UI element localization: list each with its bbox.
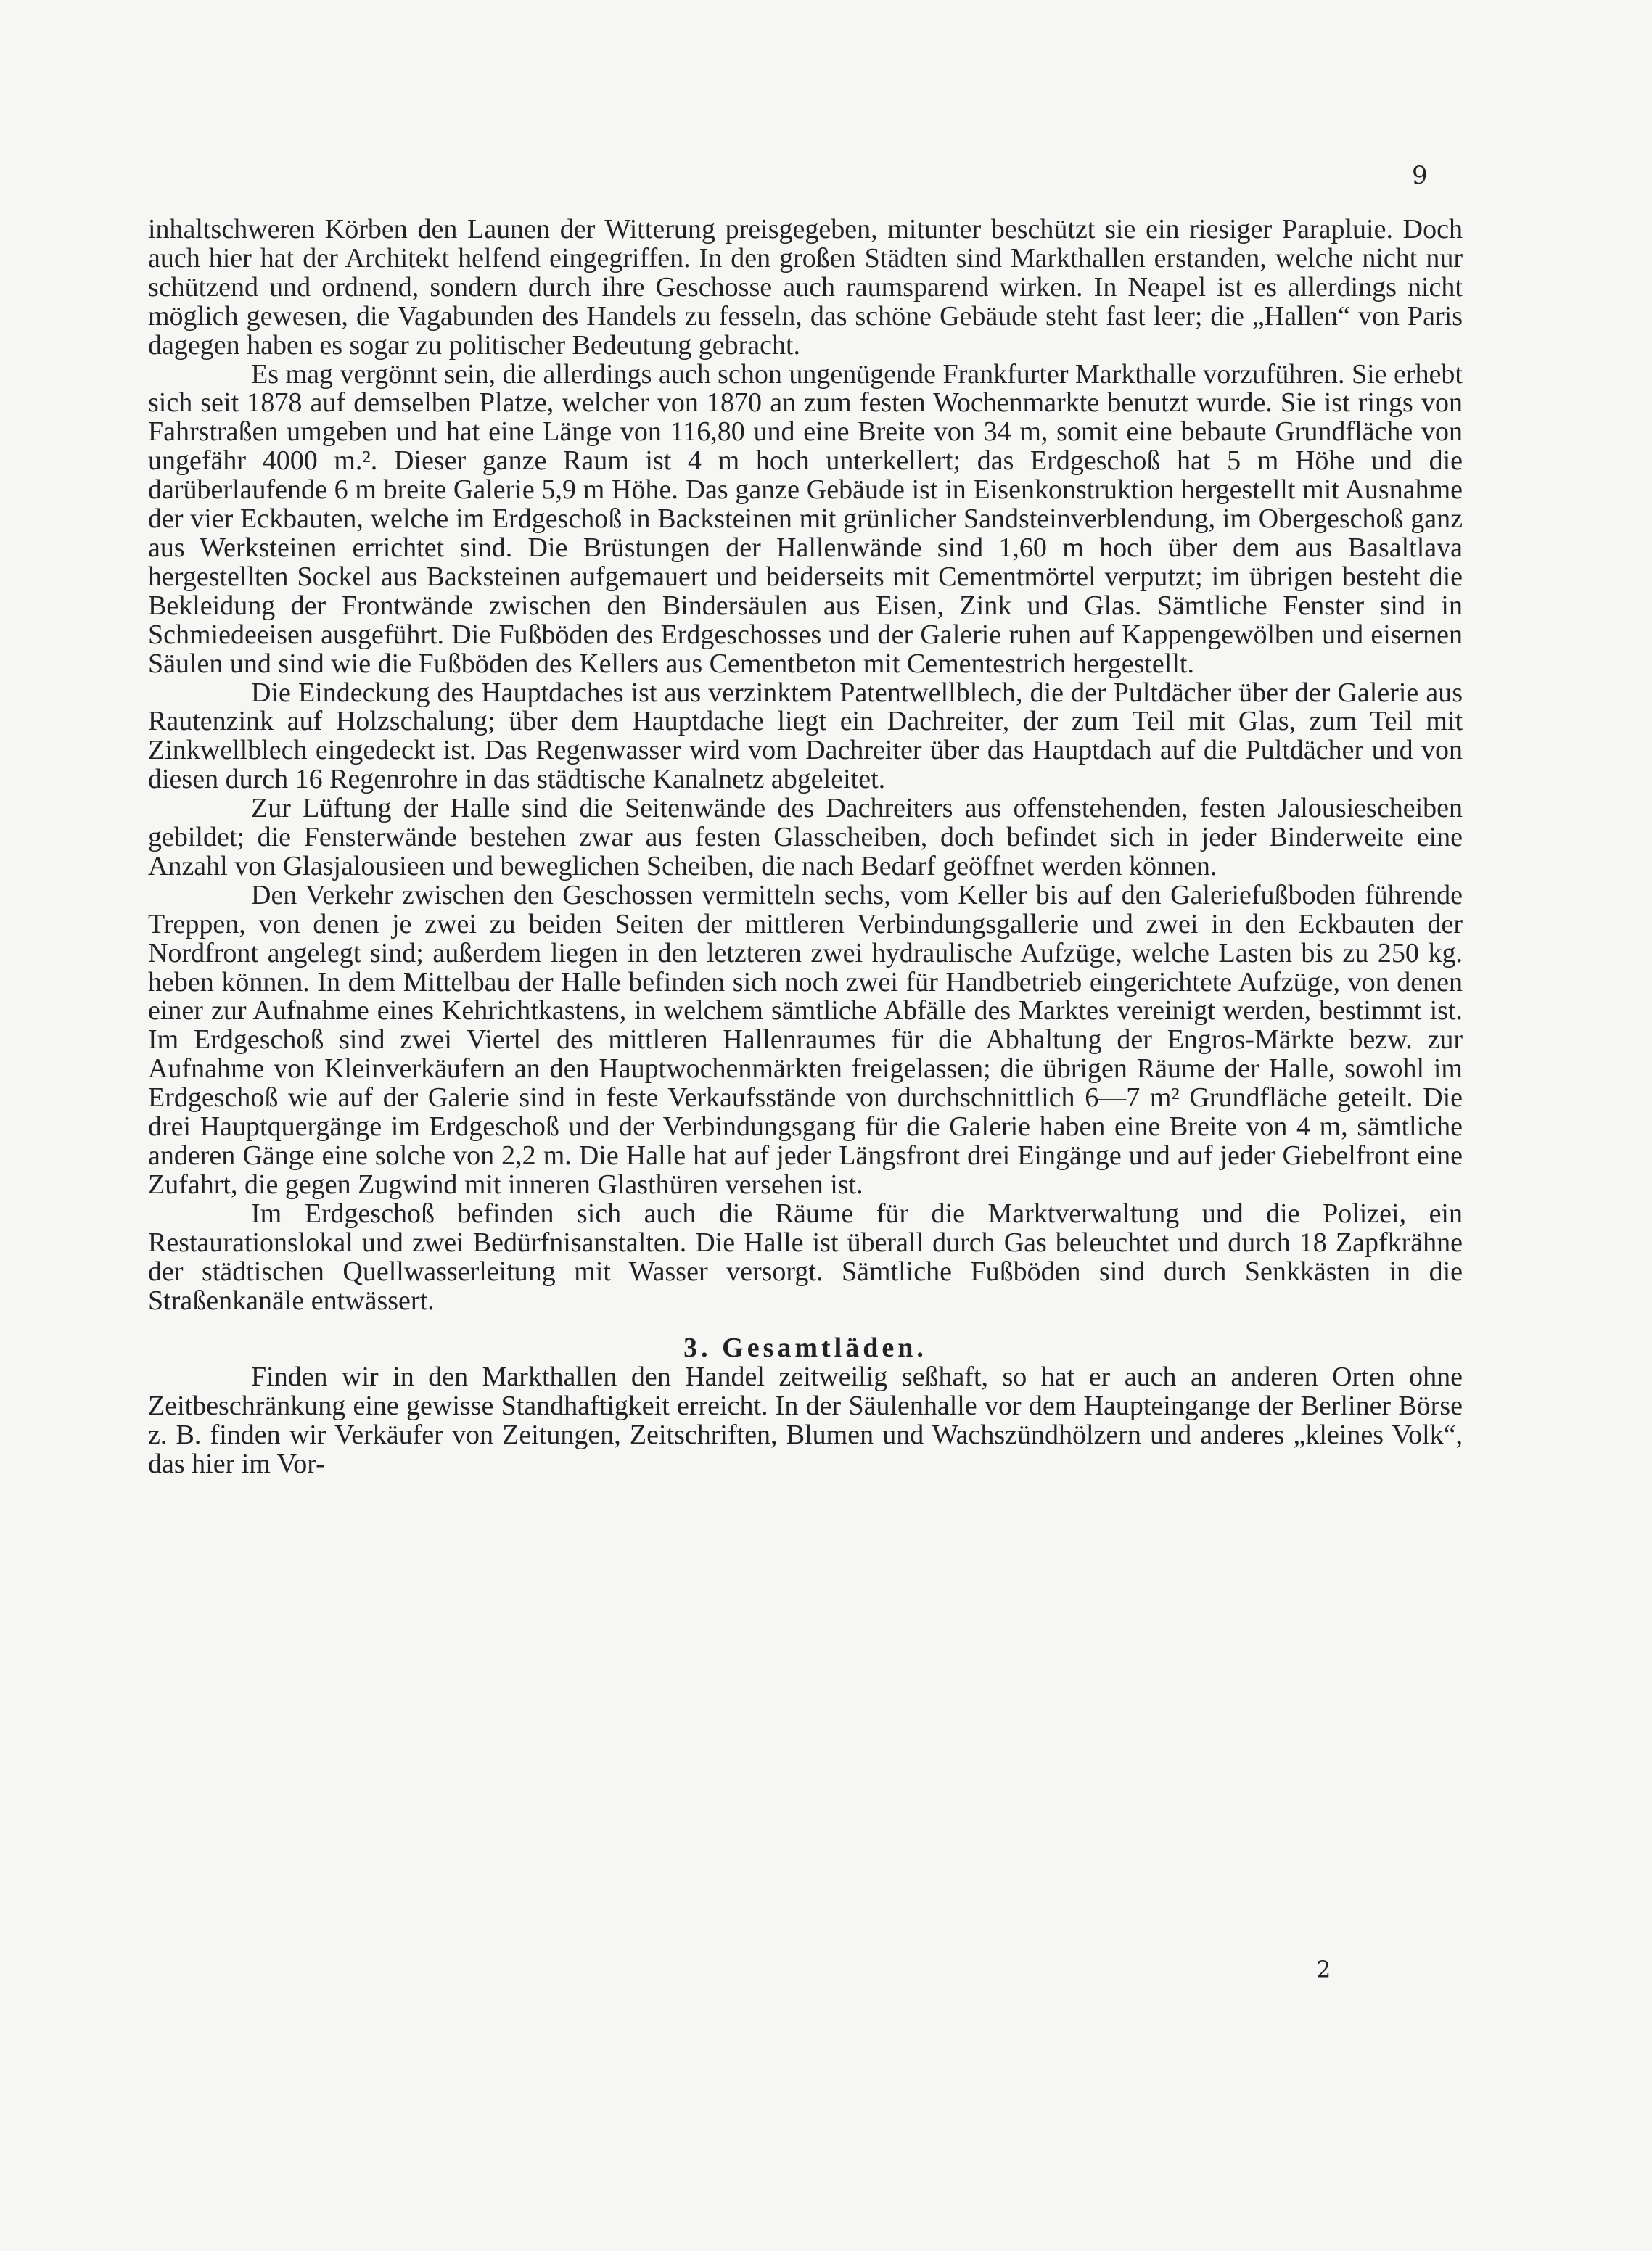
paragraph: inhaltschweren Körben den Launen der Witterung preisgegeben, mitunter beschützt sie ein riesiger Parapluie. Doch auch hier hat der Architekt helfend eingegriffen. In den großen Städten sind Markthallen erstanden, welche nicht nur schützend und ordnend, sondern durch ihre Geschosse auch raumsparend wirken. In Neapel ist es allerdings nicht möglich gewesen, die Vagabunden des Handels zu fesseln, das schöne Gebäude steht fast leer; die „Hallen“ von Paris dagegen haben es sogar zu politischer Bedeutung gebracht.	[148, 214, 1463, 361]
body-text	[148, 215, 1463, 1479]
paragraph: Zur Lüftung der Halle sind die Seitenwände des Dachreiters aus offenstehenden, festen Jalousiescheiben gebildet; die Fensterwände bestehen zwar aus festen Glasscheiben, doch befindet sich in jeder Binderweite eine Anzahl von Glasjalousieen und beweglichen Scheiben, die nach Bedarf geöffnet werden können.	[148, 793, 1463, 881]
page-number: 9	[1412, 161, 1429, 190]
section-heading: 3. Gesamtläden.	[683, 1333, 927, 1364]
paragraph: Finden wir in den Markthallen den Handel zeitweilig seßhaft, so hat er auch an anderen Orten ohne Zeitbeschränkung eine gewisse Standhaftigkeit erreicht. In der Säulenhalle vor dem Haupteingange der Berliner Börse z. B. finden wir Verkäufer von Zeitungen, Zeitschriften, Blumen und Wachszündhölzern und anderes „kleines Volk“, das hier im Vor-	[148, 1362, 1463, 1480]
signature-mark: 2	[1316, 1956, 1331, 1983]
paragraph: Die Eindeckung des Hauptdaches ist aus verzinktem Patentwellblech, die der Pultdächer über der Galerie aus Rautenzink auf Holzschalung; über dem Hauptdache liegt ein Dachreiter, der zum Teil mit Glas, zum Teil mit Zinkwellblech eingedeckt ist. Das Regenwasser wird vom Dachreiter über das Hauptdach auf die Pultdächer und von diesen durch 16 Regenrohre in das städtische Kanalnetz abgeleitet.	[148, 677, 1463, 795]
paragraph: Im Erdgeschoß befinden sich auch die Räume für die Marktverwaltung und die Polizei, ein Restaurationslokal und zwei Bedürfnisanstalten. Die Halle ist überall durch Gas beleuchtet und durch 18 Zapfkrähne der städtischen Quellwasserleitung mit Wasser versorgt. Sämtliche Fußböden sind durch Senkkästen in die Straßenkanäle entwässert.	[148, 1198, 1463, 1316]
paragraph: Den Verkehr zwischen den Geschossen vermitteln sechs, vom Keller bis auf den Galeriefußboden führende Treppen, von denen je zwei zu beiden Seiten der mittleren Verbindungsgallerie und zwei in den Eckbauten der Nordfront angelegt sind; außerdem liegen in den letzteren zwei hydraulische Aufzüge, welche Lasten bis zu 250 kg. heben können. In dem Mittelbau der Halle befinden sich noch zwei für Handbetrieb eingerichtete Aufzüge, von denen einer zur Aufnahme eines Kehrichtkastens, in welchem sämtliche Abfälle des Marktes vereinigt werden, bestimmt ist. Im Erdgeschoß sind zwei Viertel des mittleren Hallenraumes für die Abhaltung der Engros-Märkte bezw. zur Aufnahme von Kleinverkäufern an den Hauptwochenmärkten freigelassen; die übrigen Räume der Halle, sowohl im Erdgeschoß wie auf der Galerie sind in feste Verkaufsstände von durchschnittlich 6—7 m² Grundfläche geteilt. Die drei Hauptquergänge im Erdgeschoß und der Verbindungsgang für die Galerie haben eine Breite von 4 m, sämtliche anderen Gänge eine solche von 2,2 m. Die Halle hat auf jeder Längsfront drei Eingänge und auf jeder Giebelfront eine Zufahrt, die gegen Zugwind mit inneren Glasthüren versehen ist.	[148, 879, 1463, 1200]
paragraph: Es mag vergönnt sein, die allerdings auch schon ungenügende Frankfurter Markthalle vorzuführen. Sie erhebt sich seit 1878 auf demselben Platze, welcher von 1870 an zum festen Wochenmarkte benutzt wurde. Sie ist rings von Fahrstraßen umgeben und hat eine Länge von 116,80 und eine Breite von 34 m, somit eine bebaute Grundfläche von ungefähr 4000 m.². Dieser ganze Raum ist 4 m hoch unterkellert; das Erdgeschoß hat 5 m Höhe und die darüberlaufende 6 m breite Galerie 5,9 m Höhe. Das ganze Gebäude ist in Eisenkonstruktion hergestellt mit Ausnahme der vier Eckbauten, welche im Erdgeschoß in Backsteinen mit grünlicher Sandsteinverblendung, im Obergeschoß ganz aus Werksteinen errichtet sind. Die Brüstungen der Hallenwände sind 1,60 m hoch über dem aus Basaltlava hergestellten Sockel aus Backsteinen aufgemauert und beiderseits mit Cementmörtel verputzt; im übrigen besteht die Bekleidung der Frontwände zwischen den Bindersäulen aus Eisen, Zink und Glas. Sämtliche Fenster sind in Schmiedeeisen ausgeführt. Die Fußböden des Erdgeschosses und der Galerie ruhen auf Kappengewölben und eisernen Säulen und sind wie die Fußböden des Kellers aus Cementbeton mit Cementestrich hergestellt.	[148, 358, 1463, 679]
